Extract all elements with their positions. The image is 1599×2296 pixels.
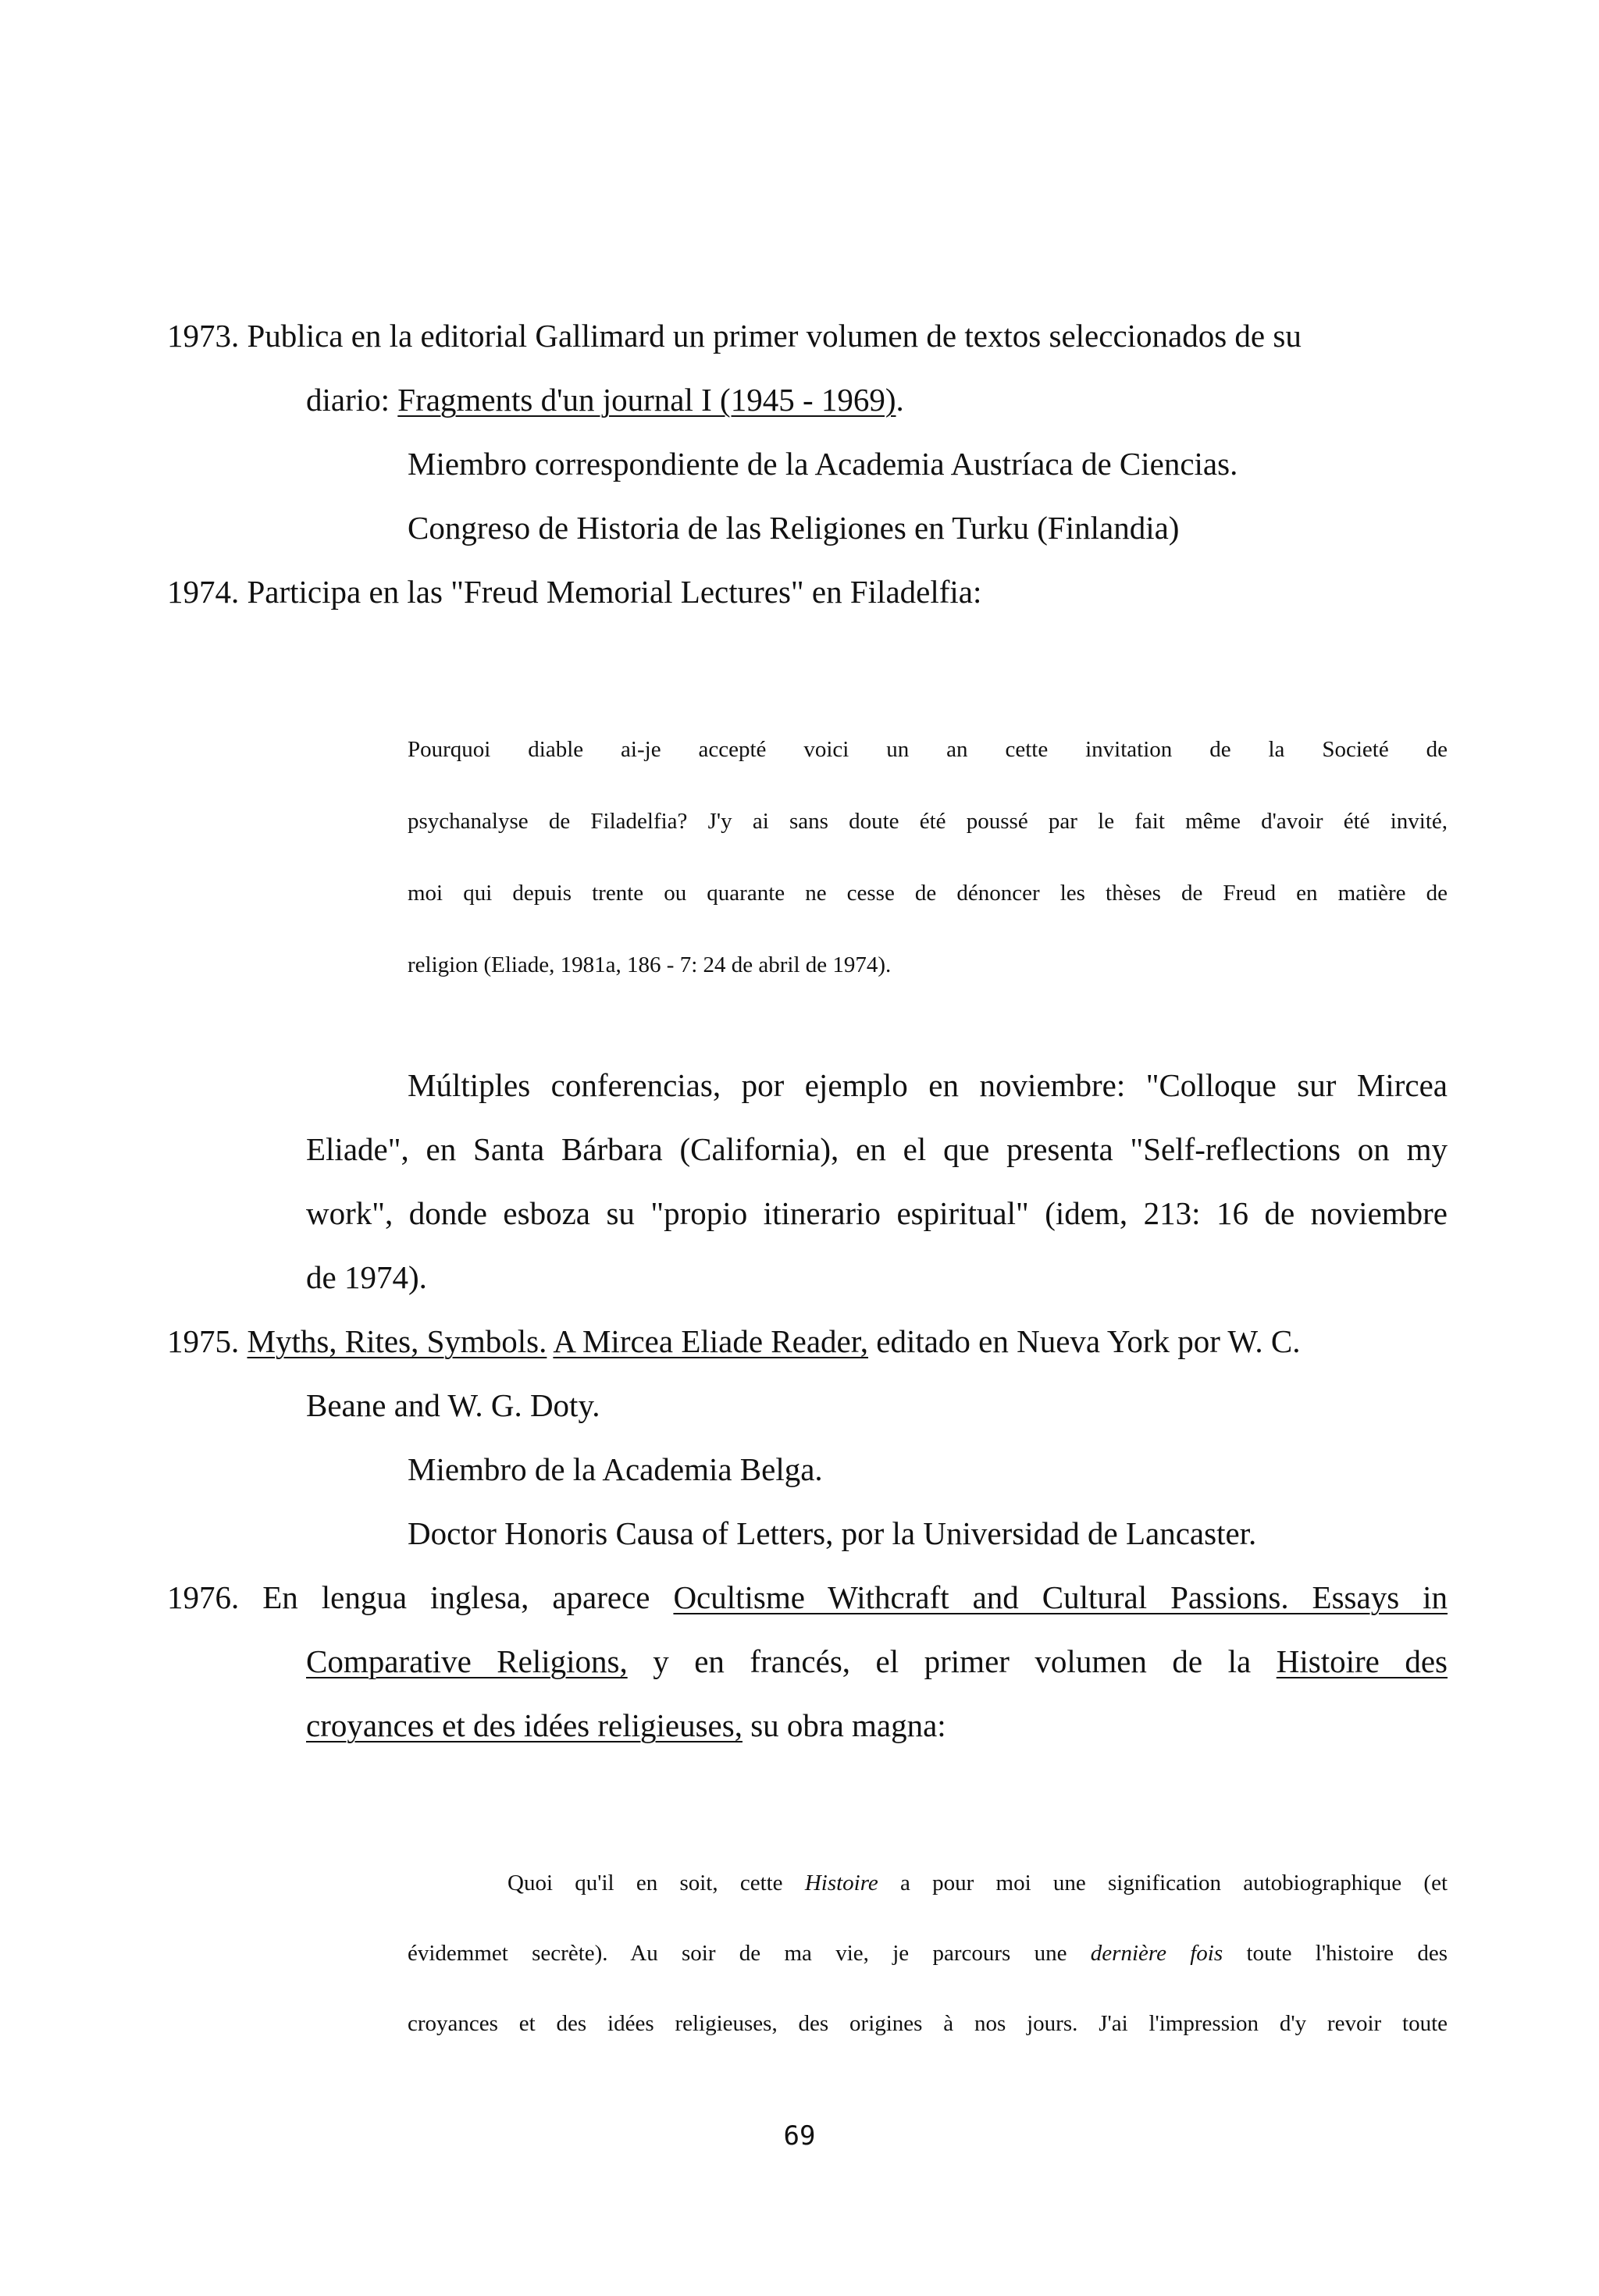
para-1974-line3: work", donde esboza su "propio itinerario espiritual" (idem, 213: 16 de noviembre [306,1195,1448,1231]
book-title-histoire: Histoire des [1276,1643,1448,1679]
book-title-croyances: croyances et des idées religieuses, [306,1707,743,1743]
entry-1975-line1: 1975. Myths, Rites, Symbols. A Mircea Eliade Reader, editado en Nueva York por W. C. [167,1323,1301,1359]
entry-1973-line2: diario: Fragments d'un journal I (1945 - 1969). [306,382,904,418]
para-1974-line2: Eliade", en Santa Bárbara (California), en el que presenta "Self-reflections on my [306,1131,1448,1167]
book-title-reader: A Mircea Eliade Reader, [553,1323,868,1359]
year-1974: 1974. [167,574,240,610]
year-1975: 1975. [167,1323,240,1359]
year-1976: 1976. [167,1579,240,1615]
para-1974-line1: Múltiples conferencias, por ejemplo en noviembre: "Colloque sur Mircea [408,1067,1448,1103]
quote-1976-line3: croyances et des idées religieuses, des origines à nos jours. J'ai l'impression d'y revoir toute [408,2011,1448,2036]
entry-1973-text: Publica en la editorial Gallimard un primer volumen de textos seleccionados de su [247,318,1302,354]
book-title-comparative: Comparative Religions, [306,1643,628,1679]
quote-1976-line2: évidemmet secrète). Au soir de ma vie, je parcours une dernière fois toute l'histoire des [408,1941,1448,1966]
quote-1974-line1: Pourquoi diable ai-je accepté voici un an cette invitation de la Societé de [408,737,1448,762]
entry-1973-item2: Congreso de Historia de las Religiones en Turku (Finlandia) [408,510,1180,546]
quote-1976-line1: Quoi qu'il en soit, cette Histoire a pour moi une signification autobiographique (et [507,1871,1448,1896]
entry-1976-line3: croyances et des idées religieuses, su obra magna: [306,1707,946,1743]
entry-1975-item1: Miembro de la Academia Belga. [408,1451,823,1487]
quote-1974-line3: moi qui depuis trente ou quarante ne cesse de dénoncer les thèses de Freud en matière de [408,881,1448,906]
entry-1976-line1: 1976. En lengua inglesa, aparece Ocultisme Withcraft and Cultural Passions. Essays in [167,1579,1448,1615]
book-title-fragments: Fragments d'un journal I (1945 - 1969) [397,382,896,418]
entry-1973-item1: Miembro correspondiente de la Academia Austríaca de Ciencias. [408,446,1238,482]
entry-1975-line2: Beane and W. G. Doty. [306,1387,600,1423]
entry-1976-line2: Comparative Religions, y en francés, el primer volumen de la Histoire des [306,1643,1448,1679]
page-number: 69 [783,2120,816,2152]
entry-1973-line1 [167,317,1448,354]
entry-1975-item2: Doctor Honoris Causa of Letters, por la Universidad de Lancaster. [408,1515,1257,1551]
quote-1974-line2: psychanalyse de Filadelfia? J'y ai sans doute été poussé par le fait même d'avoir été invité, [408,809,1448,834]
entry-1974-line1: 1974. Participa en las "Freud Memorial Lectures" en Filadelfia: [167,574,982,610]
year-1973: 1973. [167,318,240,354]
book-title-myths: Myths, Rites, Symbols. [247,1323,547,1359]
para-1974-line4: de 1974). [306,1259,427,1295]
book-title-ocultisme: Ocultisme Withcraft and Cultural Passions. Essays in [673,1579,1448,1615]
quote-1974-line4: religion (Eliade, 1981a, 186 - 7: 24 de abril de 1974). [408,952,892,977]
